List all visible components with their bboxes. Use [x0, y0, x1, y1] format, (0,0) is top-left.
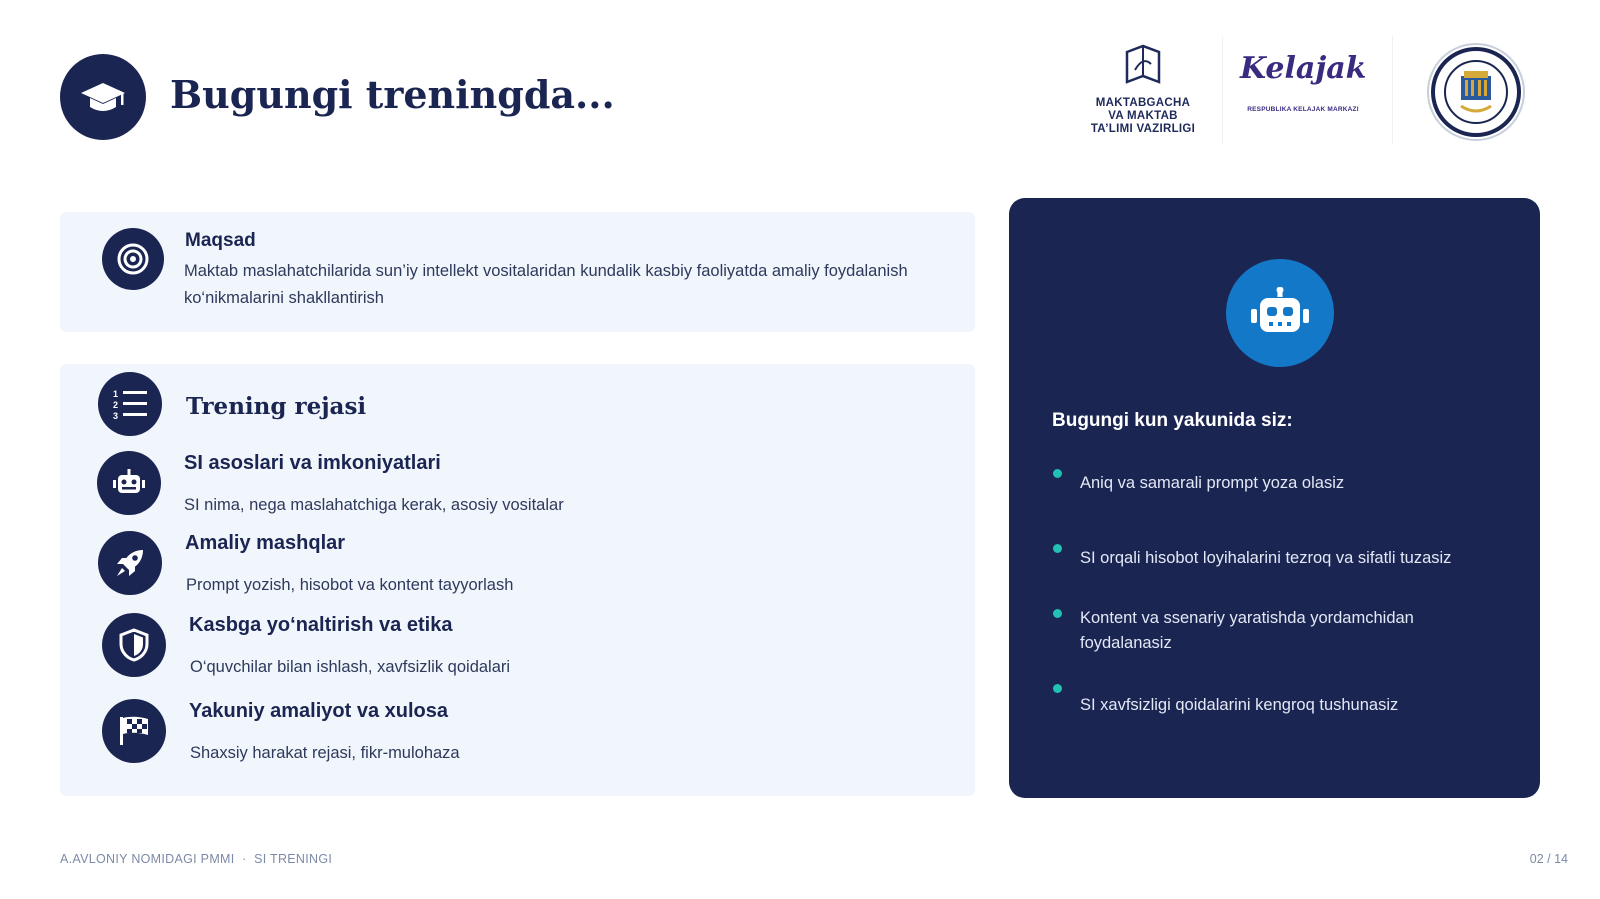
- robot-icon: [97, 451, 161, 515]
- goal-heading: Maqsad: [185, 230, 256, 251]
- open-book-icon: [1123, 42, 1163, 86]
- bullet-dot: [1053, 684, 1062, 693]
- ministry-logo-line-2: VA MAKTAB: [1108, 110, 1178, 122]
- plan-item-title: Kasbga yo‘naltirish va etika: [189, 614, 453, 636]
- graduation-cap-icon: [60, 54, 146, 140]
- logo-divider: [1392, 36, 1393, 144]
- robot-icon: [1226, 259, 1334, 367]
- page-number: 02 / 14: [1529, 852, 1568, 866]
- svg-text:3: 3: [113, 411, 119, 421]
- target-icon: [102, 228, 164, 290]
- page-title: Bugungi treningda...: [170, 72, 615, 117]
- shield-icon: [102, 613, 166, 677]
- outcome-item: Kontent va ssenariy yaratishda yordamchidan foydalanasiz: [1080, 609, 1414, 652]
- svg-text:2: 2: [113, 400, 119, 410]
- bullet-dot: [1053, 609, 1062, 618]
- plan-item-title: Amaliy mashqlar: [185, 532, 346, 554]
- plan-item-title: SI asoslari va imkoniyatlari: [184, 452, 441, 474]
- outcome-item: Aniq va samarali prompt yoza olasiz: [1080, 474, 1345, 492]
- bullet-dot: [1053, 469, 1062, 478]
- outcomes-heading: Bugungi kun yakunida siz:: [1052, 410, 1293, 431]
- logo-divider: [1222, 36, 1223, 144]
- plan-item-title: Yakuniy amaliyot va xulosa: [189, 700, 449, 722]
- kelajak-logo-caption: RESPUBLIKA KELAJAK MARKAZI: [1247, 106, 1359, 113]
- ministry-logo-line-1: MAKTABGACHA: [1095, 97, 1191, 109]
- plan-heading: Trening rejasi: [186, 393, 367, 420]
- ministry-logo-line-3: TA’LIMI VAZIRLIGI: [1090, 123, 1196, 135]
- footer-caption: A.AVLONIY NOMIDAGI PMMI · SI TRENINGI: [60, 852, 333, 866]
- plan-item-desc: O‘quvchilar bilan ishlash, xavfsizlik qoidalari: [190, 658, 511, 676]
- checkered-flag-icon: [102, 699, 166, 763]
- plan-item-desc: SI nima, nega maslahatchiga kerak, asosiy vositalar: [184, 496, 564, 514]
- numbered-list-icon: [98, 372, 162, 436]
- kelajak-logo-wordmark: Kelajak: [1240, 51, 1367, 86]
- goal-text: Maktab maslahatchilarida sun’iy intellekt vositalaridan kundalik kasbiy faoliyatda amaliy foydalanish ko‘nikmalarini shakllantirish: [184, 262, 908, 307]
- plan-item-desc: Shaxsiy harakat rejasi, fikr-mulohaza: [190, 744, 460, 762]
- outcome-item: SI orqali hisobot loyihalarini tezroq va sifatli tuzasiz: [1080, 549, 1452, 567]
- plan-item-desc: Prompt yozish, hisobot va kontent tayyorlash: [186, 576, 514, 594]
- svg-text:1: 1: [113, 389, 119, 399]
- bullet-dot: [1053, 544, 1062, 553]
- ministry-logo: [1082, 42, 1204, 136]
- institute-seal-logo: [1426, 42, 1526, 142]
- kelajak-logo: [1240, 52, 1366, 113]
- outcome-item: SI xavfsizligi qoidalarini kengroq tushunasiz: [1080, 696, 1399, 714]
- rocket-icon: [98, 531, 162, 595]
